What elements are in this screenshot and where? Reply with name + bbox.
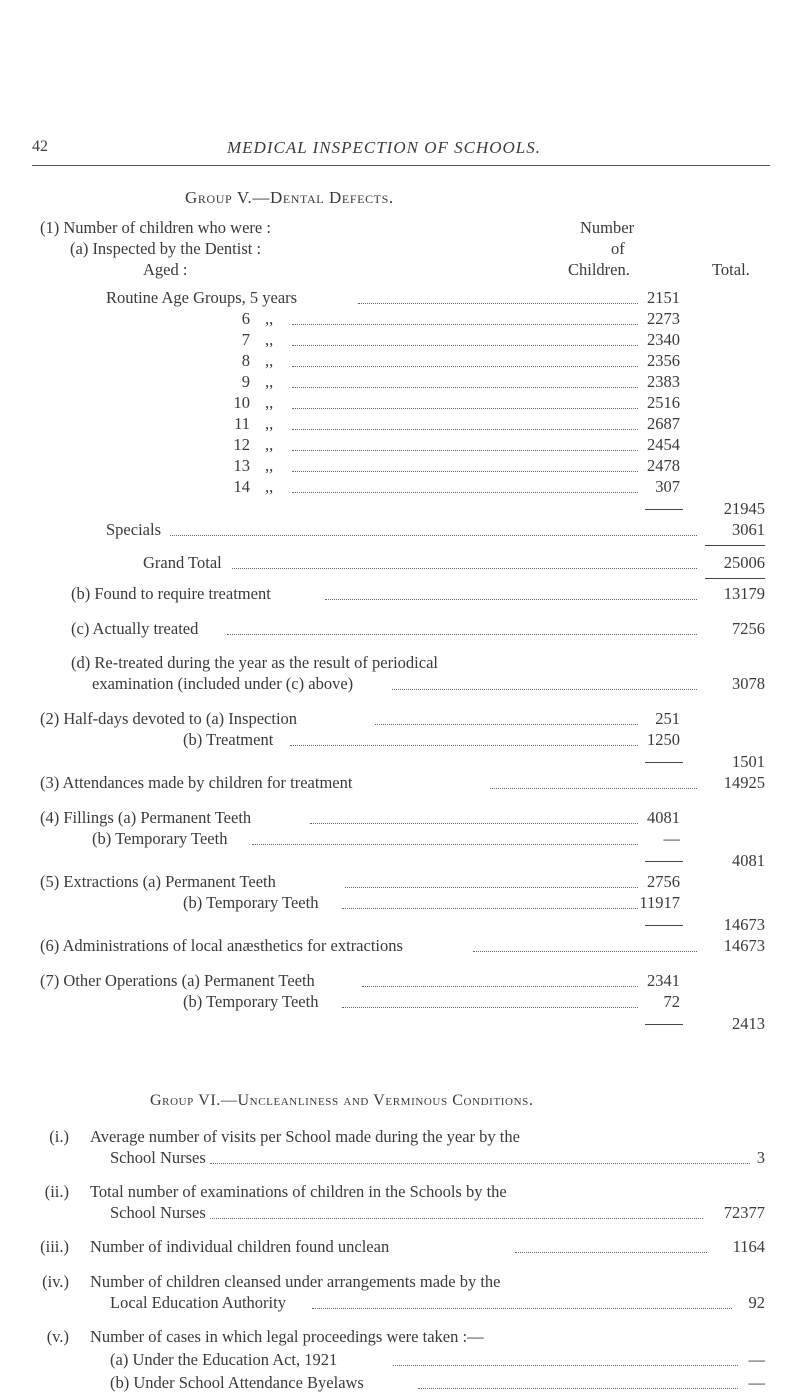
group-vi-item-v-a-value: — [748,1350,765,1369]
leader-dots [292,345,638,346]
page-number: 42 [32,138,48,155]
item-5-label: (5) Extractions (a) Permanent Teeth [40,872,276,891]
group-v-title: Group V.—Dental Defects. [185,188,394,207]
group-vi-item-ii-line-1: Total number of examinations of children in the Schools by the [90,1182,507,1201]
leader-dots [227,634,697,635]
age-14-value: 307 [655,477,680,496]
group-vi-item-iii-line-1: Number of individual children found unclean [90,1237,390,1256]
leader-dots [362,986,638,987]
aged-label: Aged : [143,260,188,279]
group-vi-item-iv-line-2: Local Education Authority [110,1293,286,1312]
leader-dots [292,471,638,472]
total-rule [705,545,765,546]
leader-dots [473,951,697,952]
subtotal-rule [645,861,683,862]
item-1b-value: 13179 [723,584,765,603]
item-2-total-value: 1501 [732,752,765,771]
item-5b-label: (b) Temporary Teeth [183,893,319,912]
item-1d-line-2: examination (included under (c) above) [92,674,354,693]
item-1b-label: (b) Found to require treatment [71,584,271,603]
item-7-label: (7) Other Operations (a) Permanent Teeth [40,971,315,990]
ditto-mark: ,, [265,477,274,496]
item-3-label: (3) Attendances made by children for treatment [40,773,353,792]
item-4-total-value: 4081 [732,851,765,870]
group-vi-item-i-line-2: School Nurses [110,1148,206,1167]
specials-label: Specials [106,520,161,539]
item-7b-value: 72 [663,992,680,1011]
item-7a-value: 2341 [647,971,680,990]
leader-dots [292,492,638,493]
total-rule [705,578,765,579]
column-header-children: Children. [568,260,630,279]
grand-total-label: Grand Total [143,553,222,572]
group-vi-item-v-a-label: (a) Under the Education Act, 1921 [110,1350,338,1369]
header-rule [32,165,770,166]
group-vi-item-v-line-1: Number of cases in which legal proceedings were taken :— [90,1327,484,1346]
ditto-mark: ,, [265,351,274,370]
leader-dots [515,1252,707,1253]
item-1d-line-1: (d) Re-treated during the year as the result of periodical [71,653,438,672]
age-8-label: 8 [241,351,250,370]
item-4a-value: 4081 [647,808,680,827]
group-vi-item-v-b-label: (b) Under School Attendance Byelaws [110,1373,364,1392]
item-2b-value: 1250 [647,730,680,749]
subtotal-rule [645,509,683,510]
item-7b-label: (b) Temporary Teeth [183,992,319,1011]
item-1a-label: (a) Inspected by the Dentist : [70,239,262,258]
age-5-value: 2151 [647,288,680,307]
specials-value: 3061 [732,520,765,539]
group-vi-item-v-b-value: — [748,1373,765,1392]
leader-dots [170,535,697,536]
age-11-label: 11 [234,414,250,433]
age-9-label: 9 [241,372,250,391]
leader-dots [490,788,697,789]
age-13-value: 2478 [647,456,680,475]
group-vi-item-iii-number: (iii.) [40,1237,69,1256]
subtotal-rule [645,762,683,763]
leader-dots [292,450,638,451]
group-vi-item-i-number: (i.) [49,1127,69,1146]
age-13-label: 13 [233,456,250,475]
item-3-value: 14925 [723,773,765,792]
age-12-label: 12 [233,435,250,454]
group-vi-item-ii-value: 72377 [723,1203,765,1222]
leader-dots [325,599,697,600]
item-5a-value: 2756 [647,872,680,891]
leader-dots [312,1308,732,1309]
age-10-value: 2516 [647,393,680,412]
leader-dots [292,408,638,409]
leader-dots [292,429,638,430]
group-vi-item-iv-value: 92 [748,1293,765,1312]
item-2b-label: (b) Treatment [183,730,274,749]
ditto-mark: ,, [265,435,274,454]
column-header-number: Number [580,218,635,237]
item-4b-label: (b) Temporary Teeth [92,829,228,848]
item-4b-value: — [663,829,680,848]
column-header-total: Total. [712,260,750,279]
group-vi-item-ii-line-2: School Nurses [110,1203,206,1222]
leader-dots [392,689,697,690]
group-vi-item-iv-number: (iv.) [42,1272,69,1291]
group-vi-item-iii-value: 1164 [732,1237,765,1256]
routine-age-groups-label: Routine Age Groups, 5 years [106,288,298,307]
leader-dots [292,366,638,367]
age-7-value: 2340 [647,330,680,349]
item-2-label: (2) Half-days devoted to (a) Inspection [40,709,298,728]
leader-dots [375,724,638,725]
group-vi-title: Group VI.—Uncleanliness and Verminous Conditions. [150,1092,534,1109]
leader-dots [290,745,638,746]
leader-dots [358,303,638,304]
age-6-label: 6 [241,309,250,328]
item-2a-value: 251 [655,709,680,728]
item-6-label: (6) Administrations of local anæsthetics for extractions [40,936,403,955]
routine-total-value: 21945 [723,499,765,518]
age-8-value: 2356 [647,351,680,370]
ditto-mark: ,, [265,309,274,328]
item-5b-value: 11917 [639,893,680,912]
ditto-mark: ,, [265,393,274,412]
leader-dots [342,908,638,909]
age-12-value: 2454 [647,435,680,454]
leader-dots [210,1163,750,1164]
leader-dots [342,1007,638,1008]
group-vi-item-ii-number: (ii.) [44,1182,69,1201]
subtotal-rule [645,925,683,926]
leader-dots [232,568,697,569]
leader-dots [345,887,638,888]
item-1c-value: 7256 [732,619,765,638]
group-vi-item-i-value: 3 [756,1148,765,1167]
leader-dots [292,324,638,325]
age-7-label: 7 [241,330,250,349]
group-vi-item-v-number: (v.) [46,1327,69,1346]
age-9-value: 2383 [647,372,680,391]
running-title: MEDICAL INSPECTION OF SCHOOLS. [227,138,541,157]
grand-total-value: 25006 [723,553,765,572]
age-10-label: 10 [233,393,250,412]
leader-dots [310,823,638,824]
item-1d-value: 3078 [732,674,765,693]
item-4-label: (4) Fillings (a) Permanent Teeth [40,808,252,827]
leader-dots [210,1218,703,1219]
ditto-mark: ,, [265,414,274,433]
item-7-total-value: 2413 [732,1014,765,1033]
column-header-of: of [611,239,625,258]
item-5-total-value: 14673 [723,915,765,934]
group-vi-item-i-line-1: Average number of visits per School made during the year by the [90,1127,520,1146]
leader-dots [393,1365,738,1366]
item-6-value: 14673 [723,936,765,955]
item-1c-label: (c) Actually treated [71,619,199,638]
age-11-value: 2687 [647,414,680,433]
age-6-value: 2273 [647,309,680,328]
item-1-label: (1) Number of children who were : [40,218,271,237]
ditto-mark: ,, [265,372,274,391]
leader-dots [292,387,638,388]
age-14-label: 14 [233,477,250,496]
group-vi-item-iv-line-1: Number of children cleansed under arrangements made by the [90,1272,501,1291]
ditto-mark: ,, [265,456,274,475]
ditto-mark: ,, [265,330,274,349]
leader-dots [252,844,638,845]
subtotal-rule [645,1024,683,1025]
